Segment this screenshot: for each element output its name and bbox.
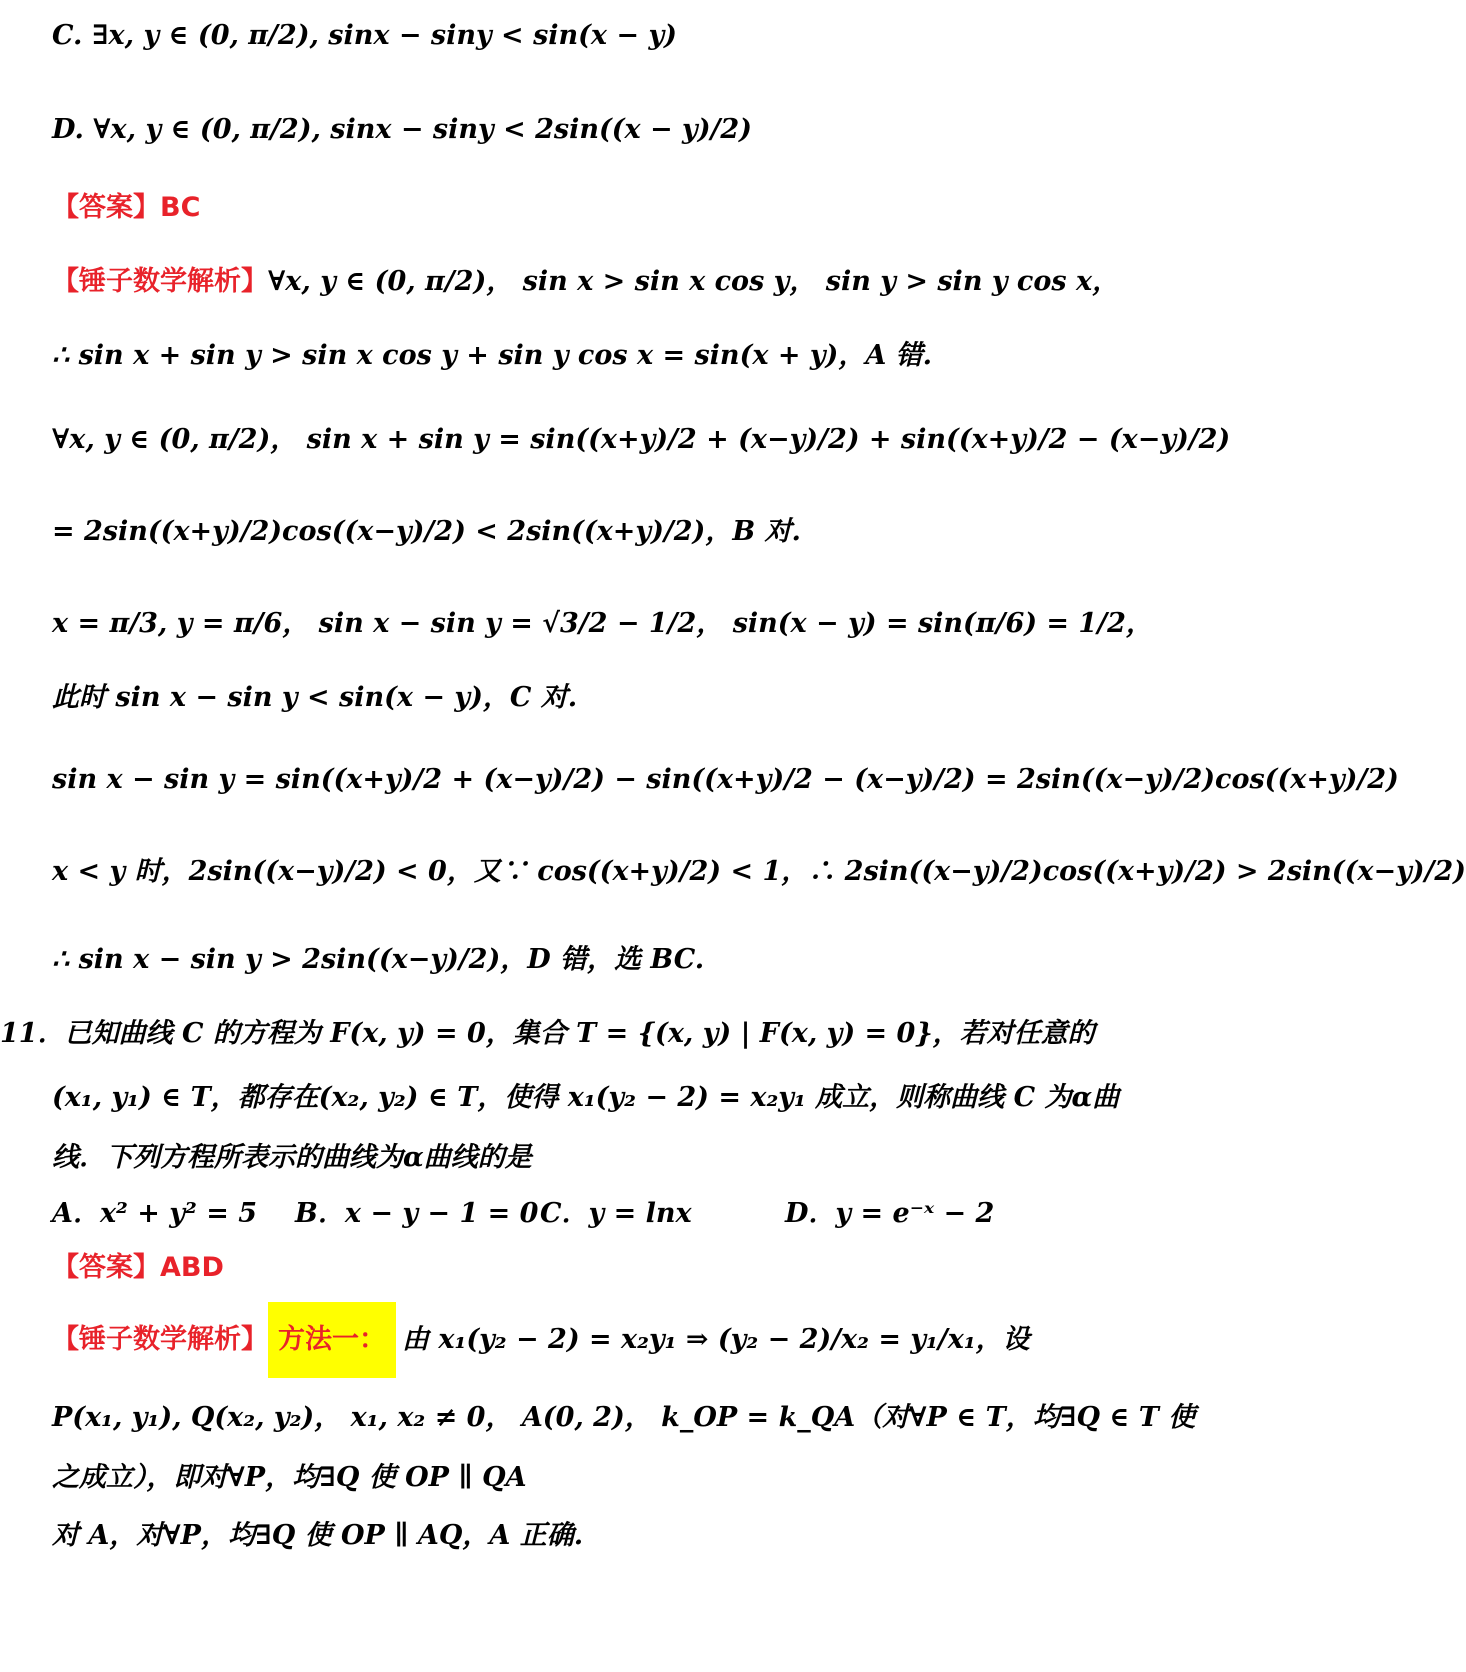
q11-option-a: A．x² + y² = 5 xyxy=(52,1198,258,1229)
method-one-highlight: 方法一： xyxy=(268,1302,396,1378)
q10-analysis-line-7: sin x − sin y = sin((x+y)/2 + (x−y)/2) − sin((x+y)/2 − (x−y)/2) = 2sin((x−y)/2)cos((x+y)/2) xyxy=(52,764,1399,795)
q11-option-b: B．x − y − 1 = 0 xyxy=(295,1198,539,1229)
q10-analysis-line-2: ∴ sin x + sin y > sin x cos y + sin y cos x = sin(x + y)，A 错. xyxy=(52,340,933,371)
answer-tag: 【答案】 xyxy=(52,192,160,223)
option-c-previous: C. ∃x, y ∈ (0, π/2), sinx − siny < sin(x − y) xyxy=(52,20,677,51)
q10-analysis-line-5: x = π/3, y = π/6， sin x − sin y = √3/2 − 1/2， sin(x − y) = sin(π/6) = 1/2， xyxy=(52,608,1153,639)
method-one-text: 由 x₁(y₂ − 2) = x₂y₁ ⇒ (y₂ − 2)/x₂ = y₁/x₁，设 xyxy=(402,1324,1030,1355)
q11-stem-line-3: 线．下列方程所表示的曲线为α曲线的是 xyxy=(52,1142,532,1173)
q10-analysis-line-1: 【锤子数学解析】∀x, y ∈ (0, π/2)， sin x > sin x cos y， sin y > sin y cos x， xyxy=(52,266,1120,297)
q11-analysis-line-2: P(x₁, y₁), Q(x₂, y₂)， x₁, x₂ ≠ 0， A(0, 2)， k_OP = k_QA（对∀P ∈ T，均∃Q ∈ T 使 xyxy=(52,1402,1196,1433)
answer-value: ABD xyxy=(160,1252,224,1283)
answer-value: BC xyxy=(160,192,201,223)
q10-analysis-line-3: ∀x, y ∈ (0, π/2)， sin x + sin y = sin((x+y)/2 + (x−y)/2) + sin((x+y)/2 − (x−y)/2) xyxy=(52,424,1231,455)
analysis-tag: 【锤子数学解析】 xyxy=(52,1324,268,1355)
q11-option-d: D．y = e⁻ˣ − 2 xyxy=(785,1198,995,1229)
q11-stem-line-2: (x₁, y₁) ∈ T，都存在(x₂, y₂) ∈ T，使得 x₁(y₂ − 2) = x₂y₁ 成立，则称曲线 C 为α曲 xyxy=(52,1082,1120,1113)
q10-analysis-line-6: 此时 sin x − sin y < sin(x − y)，C 对. xyxy=(52,682,578,713)
q10-analysis-line-4: = 2sin((x+y)/2)cos((x−y)/2) < 2sin((x+y)/2)，B 对. xyxy=(52,516,801,547)
q10-answer-line xyxy=(52,192,200,224)
q11-analysis-line-3: 之成立），即对∀P，均∃Q 使 OP ∥ QA xyxy=(52,1462,527,1493)
q11-analysis-line-4: 对 A，对∀P，均∃Q 使 OP ∥ AQ，A 正确. xyxy=(52,1520,584,1551)
q11-option-c: C．y = lnx xyxy=(540,1198,692,1229)
q10-analysis-line-8: x < y 时，2sin((x−y)/2) < 0，又∵ cos((x+y)/2) < 1，∴ 2sin((x−y)/2)cos((x+y)/2) > 2sin((x−y)/2) xyxy=(52,856,1466,887)
q11-stem-line-1: 11．已知曲线 C 的方程为 F(x, y) = 0，集合 T = {(x, y) | F(x, y) = 0}，若对任意的 xyxy=(0,1018,1095,1049)
q10-analysis-line-9: ∴ sin x − sin y > 2sin((x−y)/2)，D 错，选 BC. xyxy=(52,944,705,975)
q11-analysis-line-1 xyxy=(52,1302,1030,1378)
answer-tag: 【答案】 xyxy=(52,1252,160,1283)
option-d-previous: D. ∀x, y ∈ (0, π/2), sinx − siny < 2sin((x − y)/2) xyxy=(52,114,752,145)
analysis-tag: 【锤子数学解析】 xyxy=(52,266,268,297)
q11-answer-line xyxy=(52,1252,224,1284)
